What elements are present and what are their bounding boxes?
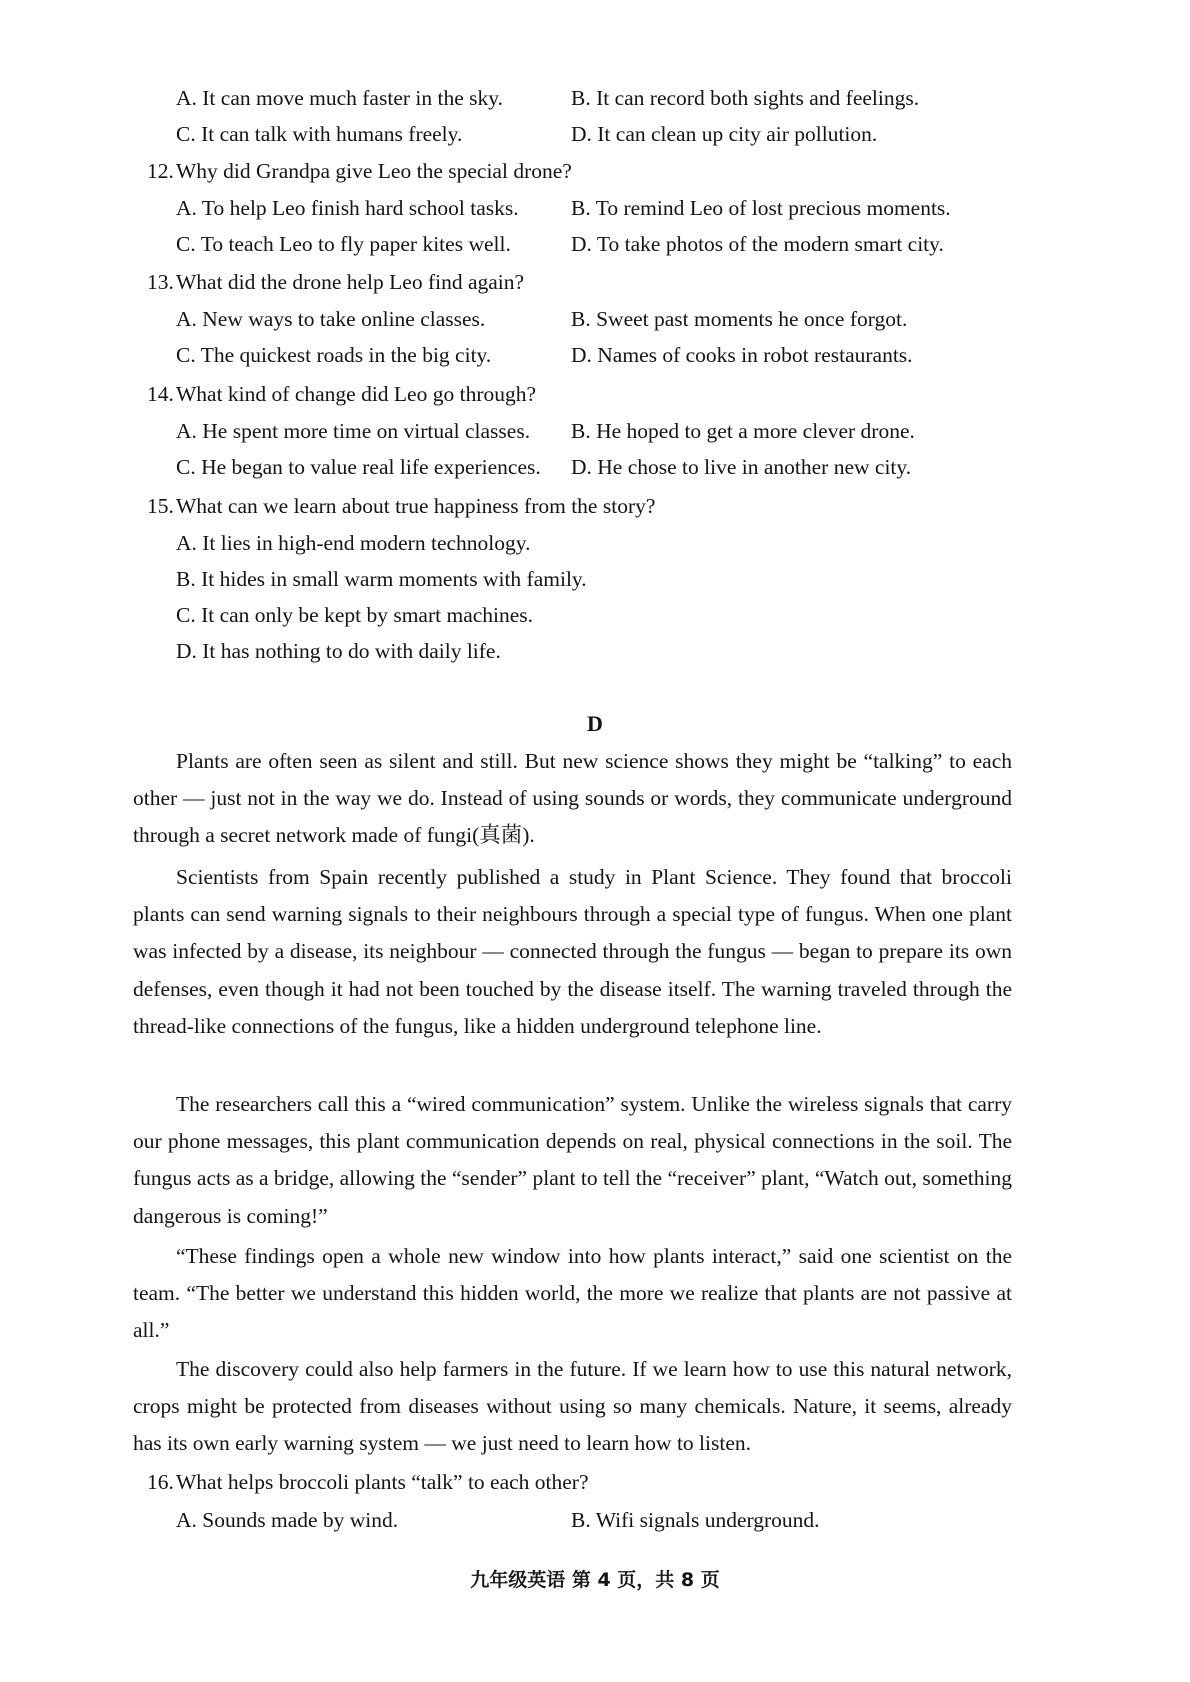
question-15 [147,490,655,522]
question-13 [147,266,524,298]
passage-paragraph-2: Scientists from Spain recently published a study in Plant Science. They found that broccoli plants can send warning signals to their neighbours through a special type of fungus. When one plant was infected by a disease, its neighbour — connected through the fungus — began to prepare its own defenses, even though it had not been touched by the disease itself. The warning traveled through the thread-like connections of the fungus, like a hidden underground telephone line. [133,865,1012,1038]
question-number: 15. [147,494,174,518]
q15-option-c[interactable]: C. It can only be kept by smart machines. [176,603,534,627]
q12-options-row-1 [0,192,1190,224]
q11-option-d[interactable]: D. It can clean up city air pollution. [571,122,878,146]
q14-option-a[interactable]: A. He spent more time on virtual classes. [176,419,531,443]
question-text: What kind of change did Leo go through? [176,382,537,406]
question-text: What did the drone help Leo find again? [176,270,525,294]
q13-option-b[interactable]: B. Sweet past moments he once forgot. [571,307,908,331]
q12-option-d[interactable]: D. To take photos of the modern smart city. [571,232,944,256]
q12-option-c[interactable]: C. To teach Leo to fly paper kites well. [176,232,511,256]
question-text: Why did Grandpa give Leo the special drone? [176,159,572,183]
q12-option-b[interactable]: B. To remind Leo of lost precious moments. [571,196,951,220]
q11-options-row-2 [0,118,1190,150]
q11-options-row-1 [0,82,1190,114]
question-text: What can we learn about true happiness from the story? [176,494,656,518]
q14-options-row-1 [0,415,1190,447]
q16-options-row-1 [0,1504,1190,1536]
passage-paragraph-4: “These findings open a whole new window into how plants interact,” said one scientist on the team. “The better we understand this hidden world, the more we realize that plants are not passive at all.” [133,1244,1012,1343]
q13-option-d[interactable]: D. Names of cooks in robot restaurants. [571,343,913,367]
question-number: 12. [147,159,174,183]
question-number: 16. [147,1470,174,1494]
q13-option-c[interactable]: C. The quickest roads in the big city. [176,343,492,367]
section-title: D [587,711,603,736]
page-footer: 九年级英语 第 4 页，共 8 页 [470,1569,720,1591]
q14-option-b[interactable]: B. He hoped to get a more clever drone. [571,419,915,443]
passage-paragraph-3: The researchers call this a “wired communication” system. Unlike the wireless signals that carry our phone messages, this plant communication depends on real, physical connections in the soil. The fungus acts as a bridge, allowing the “sender” plant to tell the “receiver” plant, “Watch out, something dangerous is coming!” [133,1092,1012,1228]
passage-paragraph-1: Plants are often seen as silent and still. But new science shows they might be “talking” to each other — just not in the way we do. Instead of using sounds or words, they communicate underground through a secret network made of fungi(真菌). [133,749,1012,848]
q15-option-d[interactable]: D. It has nothing to do with daily life. [176,639,501,663]
q15-option-a[interactable]: A. It lies in high-end modern technology. [176,531,531,555]
q14-option-c[interactable]: C. He began to value real life experiences. [176,455,541,479]
question-text: What helps broccoli plants “talk” to each other? [176,1470,589,1494]
q16-option-a[interactable]: A. Sounds made by wind. [176,1508,399,1532]
q13-options-row-2 [0,339,1190,371]
q14-option-d[interactable]: D. He chose to live in another new city. [571,455,912,479]
q14-options-row-2 [0,451,1190,483]
question-16 [147,1466,589,1498]
passage-paragraph-5: The discovery could also help farmers in the future. If we learn how to use this natural network, crops might be protected from diseases without using so many chemicals. Nature, it seems, already has its own early warning system — we just need to learn how to listen. [133,1357,1012,1456]
q11-option-c[interactable]: C. It can talk with humans freely. [176,122,463,146]
question-12 [147,155,572,187]
q16-option-b[interactable]: B. Wifi signals underground. [571,1508,820,1532]
question-number: 14. [147,382,174,406]
q12-option-a[interactable]: A. To help Leo finish hard school tasks. [176,196,519,220]
q13-options-row-1 [0,303,1190,335]
question-14 [147,378,536,410]
q13-option-a[interactable]: A. New ways to take online classes. [176,307,486,331]
q15-option-b[interactable]: B. It hides in small warm moments with family. [176,567,587,591]
q11-option-b[interactable]: B. It can record both sights and feelings. [571,86,920,110]
q11-option-a[interactable]: A. It can move much faster in the sky. [176,86,503,110]
q12-options-row-2 [0,228,1190,260]
question-number: 13. [147,270,174,294]
